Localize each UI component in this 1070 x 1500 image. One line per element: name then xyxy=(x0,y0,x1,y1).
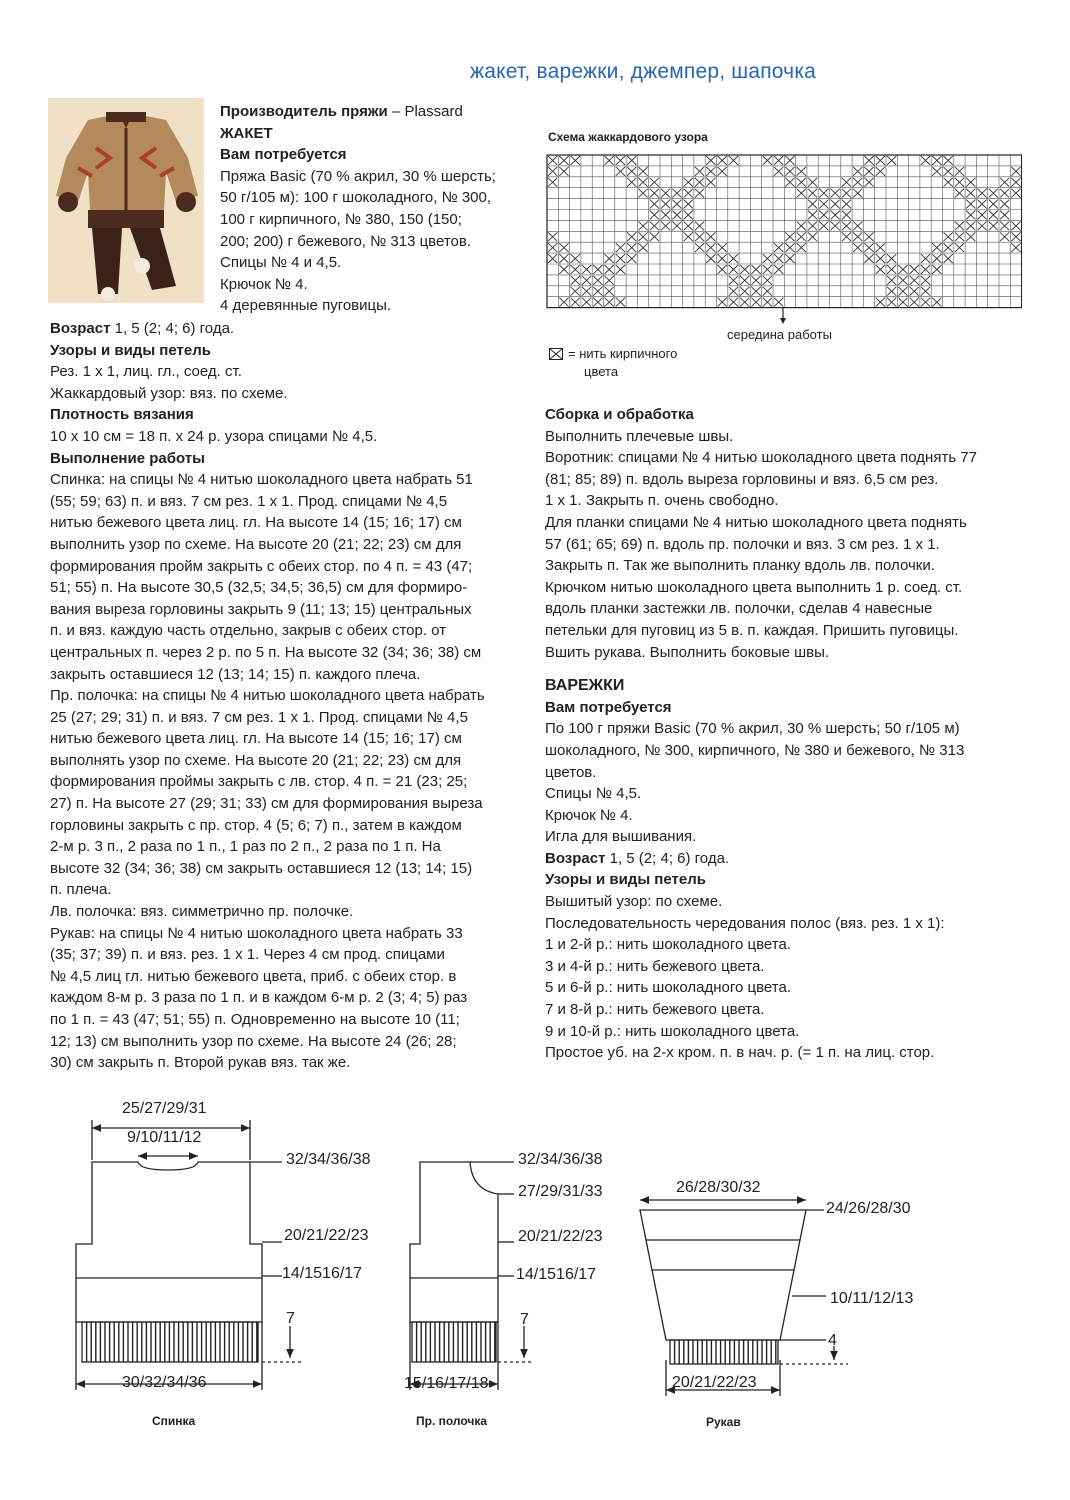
work-line: 51; 55) п. На высоте 30,5 (32,5; 34,5; 36,5) см для формиро- xyxy=(50,579,468,597)
intro-line: Крючок № 4. xyxy=(220,275,308,293)
intro-line: 200; 200) г бежевого, № 313 цветов. xyxy=(220,232,471,250)
work-line: 27) п. На высоте 27 (29; 31; 33) см для формирования выреза xyxy=(50,795,483,813)
yarn-maker-label: Производитель пряжи xyxy=(220,103,388,120)
work-line: нитью бежевого цвета лиц. гл. На высоте 14 (15; 16; 17) см xyxy=(50,514,462,532)
front-height-3: 20/21/22/23 xyxy=(518,1228,603,1245)
assembly-line: петельки для пуговиц из 5 в. п. каждая. Пришить пуговицы. xyxy=(545,621,959,639)
sleeve-caption: Рукав xyxy=(706,1415,741,1429)
sleeve-height-1: 24/26/28/30 xyxy=(826,1200,911,1217)
intro-line: Спицы № 4 и 4,5. xyxy=(220,254,342,272)
mittens-need-heading: Вам потребуется xyxy=(545,698,672,716)
mittens-heading: ВАРЕЖКИ xyxy=(545,677,625,695)
assembly-line: Крючком нитью шоколадного цвета выполнить 1 р. соед. ст. xyxy=(545,578,963,596)
legend-text-2: цвета xyxy=(584,364,619,379)
density-heading: Плотность вязания xyxy=(50,406,194,424)
patterns-line: Рез. 1 х 1, лиц. гл., соед. ст. xyxy=(50,363,242,381)
work-line: центральных п. через 2 р. по 5 п. На высоте 32 (34; 36; 38) см xyxy=(50,643,482,661)
mittens-line: Игла для вышивания. xyxy=(545,828,697,846)
work-heading: Выполнение работы xyxy=(50,449,205,467)
front-height-2: 27/29/31/33 xyxy=(518,1183,603,1200)
back-bottom-width: 30/32/34/36 xyxy=(122,1374,207,1391)
assembly-line: вдоль планки застежки лв. полочки, сделав 4 навесные xyxy=(545,600,933,618)
mittens-line: шоколадного, № 300, кирпичного, № 380 и бежевого, № 313 xyxy=(545,741,965,759)
assembly-line: 57 (61; 65; 69) п. вдоль пр. полочки и вяз. 3 см рез. 1 х 1. xyxy=(545,535,940,553)
mittens-age-label: Возраст xyxy=(545,849,606,867)
work-line: по 1 п. = 43 (47; 51; 55) п. Одновременно на высоте 10 (11; xyxy=(50,1011,460,1028)
work-text xyxy=(50,469,520,1074)
work-line: 30) см закрыть п. Второй рукав вяз. так же. xyxy=(50,1054,351,1072)
age-value: 1, 5 (2; 4; 6) года. xyxy=(110,320,235,337)
back-caption: Спинка xyxy=(152,1414,196,1428)
mittens-patterns-text xyxy=(545,891,1025,1064)
right-column xyxy=(545,404,1025,1064)
mittens-pattern-line: 9 и 10-й р.: нить шоколадного цвета. xyxy=(545,1022,800,1040)
work-line: (55; 59; 63) п. и вяз. 7 см рез. 1 х 1. Прод. спицами № 4,5 xyxy=(50,492,448,510)
mittens-line: цветов. xyxy=(545,763,597,781)
legend-text-1: = нить кирпичного xyxy=(568,346,678,361)
age-label: Возраст xyxy=(50,320,111,337)
mittens-pattern-line: 1 и 2-й р.: нить шоколадного цвета. xyxy=(545,936,791,954)
sleeve-height-3: 4 xyxy=(828,1332,837,1349)
intro-line: 4 деревянные пуговицы. xyxy=(220,297,392,315)
mittens-pattern-line: 3 и 4-й р.: нить бежевого цвета. xyxy=(545,957,765,975)
intro-line: 50 г/105 м): 100 г шоколадного, № 300, xyxy=(220,189,492,207)
front-schematic xyxy=(410,1162,532,1390)
assembly-text xyxy=(545,426,1025,664)
mittens-pattern-line: Последовательность чередования полос (вяз. рез. 1 х 1): xyxy=(545,914,945,932)
front-caption: Пр. полочка xyxy=(416,1414,488,1428)
intro-line: 100 г кирпичного, № 380, 150 (150; xyxy=(220,210,462,228)
jacket-heading: ЖАКЕТ xyxy=(220,124,273,142)
work-line: Спинка: на спицы № 4 нитью шоколадного цвета набрать 51 xyxy=(50,471,473,489)
chart-title: Схема жаккардового узора xyxy=(548,130,708,144)
front-height-4: 14/1516/17 xyxy=(516,1266,597,1283)
patterns-line: Жаккардовый узор: вяз. по схеме. xyxy=(50,384,288,402)
intro-block xyxy=(220,101,496,317)
assembly-line: Выполнить плечевые швы. xyxy=(545,427,734,445)
mittens-pattern-line: 7 и 8-й р.: нить бежевого цвета. xyxy=(545,1001,765,1019)
jacquard-chart xyxy=(546,154,1022,310)
need-heading: Вам потребуется xyxy=(220,146,347,164)
child-knit-outfit-photo xyxy=(48,98,204,303)
assembly-line: Для планки спицами № 4 нитью шоколадного цвета поднять xyxy=(545,513,967,531)
back-height-2: 20/21/22/23 xyxy=(284,1227,369,1244)
work-line: Рукав: на спицы № 4 нитью шоколадного цвета набрать 33 xyxy=(50,924,463,942)
assembly-heading: Сборка и обработка xyxy=(545,406,694,423)
work-line: горловины закрыть с пр. стор. 4 (5; 6; 7) п., затем в каждом xyxy=(50,816,462,834)
back-height-1: 32/34/36/38 xyxy=(286,1151,371,1168)
work-line: вания выреза горловины закрыть 9 (11; 13; 15) центральных xyxy=(50,600,472,618)
front-height-5: 7 xyxy=(520,1311,529,1328)
work-line: каждом 8-м р. 3 раза по 1 п. и в каждом 6-м р. 2 (3; 4; 5) раз xyxy=(50,989,468,1007)
left-column xyxy=(50,318,520,1074)
front-height-1: 32/34/36/38 xyxy=(518,1151,603,1168)
mittens-line: Спицы № 4,5. xyxy=(545,785,642,803)
work-line: 25 (27; 29; 31) п. и вяз. 7 см рез. 1 х 1. Прод. спицами № 4,5 xyxy=(50,708,468,726)
assembly-line: Закрыть п. Так же выполнить планку вдоль лв. полочки. xyxy=(545,557,935,575)
work-line: 2-м р. 3 п., 2 раза по 1 п., 1 раз по 2 п., 2 раза по 1 п. На xyxy=(50,838,441,856)
mittens-pattern-line: Вышитый узор: по схеме. xyxy=(545,893,723,911)
outfit-photo xyxy=(48,98,204,303)
mittens-patterns-heading: Узоры и виды петель xyxy=(545,871,706,889)
mittens-pattern-line: 5 и 6-й р.: нить шоколадного цвета. xyxy=(545,979,791,997)
front-ribbing xyxy=(412,1322,496,1362)
work-line: выполнить узор по схеме. На высоте 20 (21; 22; 23) см для xyxy=(50,535,462,553)
sleeve-top-width: 26/28/30/32 xyxy=(676,1179,761,1196)
yarn-maker-value: – Plassard xyxy=(387,103,463,120)
work-line: п. и вяз. каждую часть отдельно, закрыв с обеих стор. от xyxy=(50,622,447,640)
front-bottom-width: 15/16/17/18 xyxy=(404,1375,489,1392)
work-line: Лв. полочка: вяз. симметрично пр. полочке. xyxy=(50,903,354,921)
patterns-heading: Узоры и виды петель xyxy=(50,341,211,359)
work-line: 12; 13) см выполнить узор по схеме. На высоте 24 (26; 28; xyxy=(50,1032,457,1050)
work-line: закрыть оставшиеся 12 (13; 14; 15) п. каждого плеча. xyxy=(50,665,421,683)
middle-arrow-icon xyxy=(776,308,790,326)
work-line: высоте 32 (34; 36; 38) см закрыть оставшиеся 12 (13; 14; 15) xyxy=(50,859,473,877)
mittens-text xyxy=(545,718,1025,848)
assembly-line: 1 х 1. Закрыть п. очень свободно. xyxy=(545,492,779,510)
mittens-line: По 100 г пряжи Basic (70 % акрил, 30 % шерсть; 50 г/105 м) xyxy=(545,720,960,738)
work-line: выполнять узор по схеме. На высоте 20 (21; 22; 23) см для xyxy=(50,751,462,769)
intro-line: Пряжа Basic (70 % акрил, 30 % шерсть; xyxy=(220,167,496,185)
assembly-line: Воротник: спицами № 4 нитью шоколадного цвета поднять 77 xyxy=(545,449,977,467)
work-line: формирования пройм закрыть с обеих стор. по 4 п. = 43 (47; xyxy=(50,557,473,575)
work-line: п. плеча. xyxy=(50,881,112,899)
assembly-line: Вшить рукава. Выполнить боковые швы. xyxy=(545,643,830,661)
assembly-line: (81; 85; 89) п. вдоль выреза горловины и вяз. 6,5 см рез. xyxy=(545,470,939,488)
sleeve-bottom-width: 20/21/22/23 xyxy=(672,1374,757,1391)
density-line: 10 х 10 см = 18 п. х 24 р. узора спицами № 4,5. xyxy=(50,427,378,445)
work-line: формирования проймы закрыть с лв. стор. 4 п. = 21 (23; 25; xyxy=(50,773,468,791)
mittens-pattern-line: Простое уб. на 2-х кром. п. в нач. р. (= 1 п. на лиц. стор. xyxy=(545,1044,935,1062)
work-line: Пр. полочка: на спицы № 4 нитью шоколадного цвета набрать xyxy=(50,687,485,705)
sleeve-height-2: 10/11/12/13 xyxy=(830,1290,914,1307)
sleeve-schematic xyxy=(640,1200,848,1396)
back-height-3: 14/1516/17 xyxy=(282,1265,363,1282)
work-line: (35; 37; 39) п. и вяз. рез. 1 х 1. Через 4 см прод. спицами xyxy=(50,946,445,964)
back-height-4: 7 xyxy=(286,1310,295,1327)
work-line: № 4,5 лиц гл. нитью бежевого цвета, приб. с обеих стор. в xyxy=(50,967,457,985)
back-neck-width: 9/10/11/12 xyxy=(127,1129,202,1146)
mittens-age-value: 1, 5 (2; 4; 6) года. xyxy=(605,849,730,867)
work-line: нитью бежевого цвета лиц. гл. На высоте 14 (15; 16; 17) см xyxy=(50,730,462,748)
sleeve-ribbing xyxy=(670,1340,778,1364)
chart-middle-label: середина работы xyxy=(727,327,832,342)
page-header-title: жакет, варежки, джемпер, шапочка xyxy=(470,60,817,83)
back-ribbing xyxy=(82,1322,258,1362)
back-top-width: 25/27/29/31 xyxy=(122,1100,207,1117)
cross-cell-icon xyxy=(549,348,563,360)
mittens-line: Крючок № 4. xyxy=(545,806,633,824)
